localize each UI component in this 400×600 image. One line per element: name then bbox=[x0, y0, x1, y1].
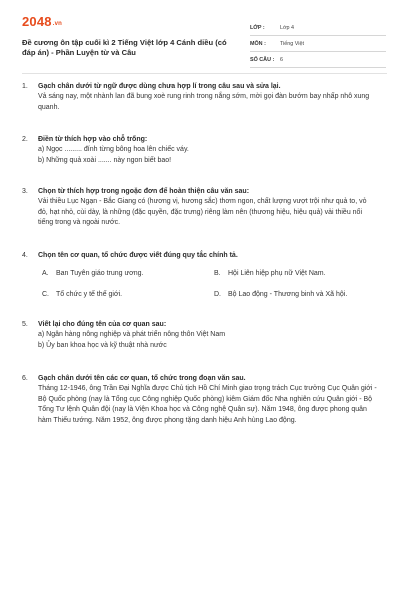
question-number: 1. bbox=[22, 83, 28, 90]
option-text: Ban Tuyên giáo trung ương. bbox=[56, 270, 144, 278]
header-divider bbox=[22, 73, 387, 74]
question-title: Chọn tên cơ quan, tổ chức được viết đúng quy tắc chính tả. bbox=[38, 252, 238, 259]
option-label: D. bbox=[214, 290, 221, 298]
meta-key: MÔN : bbox=[250, 40, 266, 47]
option-label: B. bbox=[214, 270, 221, 278]
question-title: Chọn từ thích hợp trong ngoặc đơn để hoàn thiện câu văn sau: bbox=[38, 188, 250, 195]
question-text: Vải thiều Lục Ngạn - Bắc Giang có (hương vị, hương sắc) thơm ngon, chất lượng vượt trội như quả to, vỏ đỏ, hạt nhỏ, cùi dày, là những (đặc quyền, đặc trưng) riêng làm nên (thương hiệu, hiệu quả) vải thiều nổi tiếng trong và ngoài nước. bbox=[38, 198, 367, 227]
meta-value: 6 bbox=[280, 56, 283, 63]
question-number: 2. bbox=[22, 136, 28, 143]
question-text: a) Ngân hàng nông nghiệp và phát triển nông thôn Việt Nam bbox=[38, 331, 226, 339]
option-b[interactable] bbox=[214, 269, 386, 279]
option-a[interactable] bbox=[42, 269, 214, 279]
question-number: 6. bbox=[22, 375, 28, 382]
meta-key: SỐ CÂU : bbox=[250, 56, 275, 63]
meta-table bbox=[250, 20, 386, 68]
option-text: Bộ Lao động - Thương binh và Xã hội. bbox=[228, 290, 348, 298]
meta-row-grade bbox=[250, 20, 386, 36]
question-5 bbox=[22, 320, 378, 351]
question-title: Điền từ thích hợp vào chỗ trống: bbox=[38, 136, 148, 143]
logo-main: 2048 bbox=[22, 14, 52, 29]
question-2 bbox=[22, 135, 378, 166]
option-label: C. bbox=[42, 290, 49, 298]
question-number: 3. bbox=[22, 188, 28, 195]
meta-row-subject bbox=[250, 36, 386, 52]
question-number: 5. bbox=[22, 321, 28, 328]
question-title: Gạch chân dưới tên các cơ quan, tổ chức trong đoạn văn sau. bbox=[38, 375, 246, 382]
question-1 bbox=[22, 82, 378, 113]
question-text: b) Ủy ban khoa học và kỹ thuật nhà nước bbox=[38, 341, 167, 349]
meta-value: Tiếng Việt bbox=[280, 40, 304, 47]
meta-key: LỚP : bbox=[250, 24, 265, 31]
option-c[interactable] bbox=[42, 290, 214, 300]
option-text: Tổ chức y tế thế giới. bbox=[56, 290, 123, 298]
option-d[interactable] bbox=[214, 290, 386, 300]
logo-suffix: .vn bbox=[52, 21, 63, 27]
site-logo[interactable] bbox=[22, 14, 62, 29]
question-text: a) Ngọc ......... đính từng bông hoa lên chiếc váy. bbox=[38, 146, 189, 154]
question-text: Vả sáng nay, một nhành lan đã bung xoè rung rinh trong nắng sớm, mời gọi đàn bướm bay nhấp nhô xung quanh. bbox=[38, 93, 370, 111]
answer-options bbox=[42, 269, 378, 300]
question-4 bbox=[22, 251, 378, 300]
question-title: Viết lại cho đúng tên của cơ quan sau: bbox=[38, 321, 167, 328]
option-text: Hội Liên hiệp phụ nữ Việt Nam. bbox=[228, 270, 326, 278]
option-label: A. bbox=[42, 270, 49, 278]
question-3 bbox=[22, 187, 378, 229]
meta-value: Lớp 4 bbox=[280, 24, 295, 31]
question-text: b) Những quả xoài ....... này ngon biết bao! bbox=[38, 156, 172, 164]
meta-row-count bbox=[250, 52, 386, 68]
question-title: Gạch chân dưới từ ngữ được dùng chưa hợp lí trong câu sau và sửa lại. bbox=[38, 83, 281, 90]
document-title: Đề cương ôn tập cuối kì 2 Tiếng Việt lớp 4 Cánh diều (có đáp án) - Phần Luyện từ và Câu bbox=[22, 38, 227, 57]
question-number: 4. bbox=[22, 252, 28, 259]
question-6 bbox=[22, 374, 378, 426]
document-header bbox=[22, 10, 387, 68]
question-text: Tháng 12-1946, ông Trần Đại Nghĩa được Chủ tịch Hồ Chí Minh giao trọng trách Cục trưởng Cục Quân giới - Bộ Quốc phòng (nay là Tổng cục Công nghiệp Quốc phòng) kiêm Giám đốc Nha nghiên cứu Quân giới - Bộ Tổng Tư lệnh Quân đội (nay là Viện Khoa học và Công nghệ Quân sự). Năm 1948, ông được phong quân hàm Thiếu tướng. Năm 1952, ông được phong tặng danh hiệu Anh hùng Lao động. bbox=[38, 385, 377, 424]
